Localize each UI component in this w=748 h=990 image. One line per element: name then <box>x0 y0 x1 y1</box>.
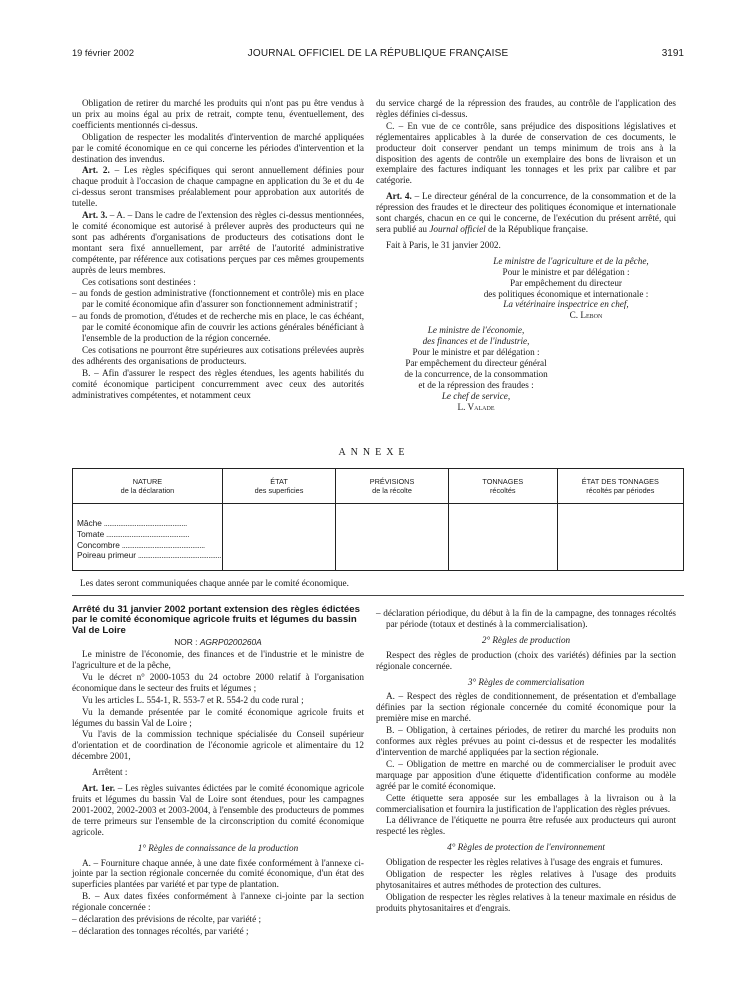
paragraph: Obligation de respecter les règles relatives à la teneur maximale en résidus de produits phytosanitaires et d'engrais. <box>376 891 676 913</box>
annexe-note: Les dates seront communiquées chaque année par le comité économique. <box>80 578 349 588</box>
paragraph: B. – Obligation, à certaines périodes, de retirer du marché les produits non conformes aux règles prévues au point ci-dessus et de respecter les modalités d'intervention de marché appliquées par la section régionale. <box>376 725 676 757</box>
paragraph: Vu les articles L. 554-1, R. 553-7 et R. 554-2 du code rural ; <box>82 694 304 705</box>
signatory-name: C. Lebon <box>569 310 603 321</box>
bottom-left-column <box>72 605 364 938</box>
article-label: Art. 3. <box>82 210 108 221</box>
table-header-row <box>73 469 684 504</box>
paragraph: C. – Obligation de mettre en marché ou de commercialiser le produit avec marquage par apposition d'une étiquette d'identification conforme au modèle agréé par le comité économique. <box>376 758 676 791</box>
signature-block-economie: Le ministre de l'économie, des finances et de l'industrie, Pour le ministre et par délégation : Par empêchement du directeur général de la concurrence, de la consommation et de la répression des fraudes : Le chef de service, L. Valade <box>404 325 548 412</box>
paragraph: Ces cotisations sont destinées : <box>82 276 196 287</box>
article-1: Art. 1er. – Les règles suivantes édictées par le comité économique agricole fruits et légumes du bassin Val de Loire sont étendues, pour les campagnes 2001-2002, 2002-2003 et 2003-2004, à l'ensemble des producteurs de pommes de terre primeurs sur l'ensemble de la circonscription du comité économique agricole. <box>72 783 364 837</box>
paragraph: Ces cotisations ne pourront être supérieures aux cotisations prélevées auprès des adhérents des organisations de producteurs. <box>72 344 364 366</box>
section-heading: 1° Règles de connaissance de la production <box>137 842 299 853</box>
product-list-cell <box>73 504 223 571</box>
list-item: – au fonds de promotion, d'études et de recherche mis en place, le cas échéant, par le comité économique afin de couvrir les actions générales bénéficiant à l'ensemble de la production de la région concernée. <box>72 311 364 344</box>
header-page-number: 3191 <box>661 48 684 59</box>
list-item: – déclaration périodique, du début à la fin de la campagne, des tonnages récoltés par période (totaux et destinés à la commercialisation). <box>376 608 676 629</box>
section-heading: 3° Règles de commercialisation <box>467 676 585 687</box>
paragraph: Obligation de respecter les règles relatives à l'usage des produits phytosanitaires et autres méthodes de protection des cultures. <box>376 869 676 890</box>
bottom-right-column <box>376 608 676 915</box>
section-divider <box>72 595 684 596</box>
paragraph: Respect des règles de production (choix des variétés) définies par la section régionale concernée. <box>376 649 676 671</box>
article-3: Art. 3. – A. – Dans le cadre de l'extension des règles ci-dessus mentionnées, le comité économique est autorisé à prélever auprès des producteurs qui ne sont pas adhérents d'organisations de producteurs des cotisations dont le montant sera fixé annuellement, par arrêté de l'autorité administrative compétente, par référence aux cotisations perçues par ces mêmes groupements auprès de leurs membres. <box>72 210 364 275</box>
header-journal-title: JOURNAL OFFICIEL DE LA RÉPUBLIQUE FRANÇAISE <box>247 48 509 59</box>
paragraph: A. – Respect des règles de conditionnement, de présentation et d'emballage définies par la section régionale concernée du comité économique pour la première mise en marché. <box>376 691 676 724</box>
paragraph: Obligation de retirer du marché les produits qui n'ont pas pu être vendus à un prix au moins égal au prix de retrait, compte tenu, éventuellement, des coefficients mentionnés ci-dessus. <box>72 98 364 130</box>
section-heading: 4° Règles de protection de l'environnement <box>447 842 605 853</box>
paragraph: Cette étiquette sera apposée sur les emballages à la livraison ou à la commercialisation et fournira la justification de l'application des règles prévues. <box>376 792 676 814</box>
page-header <box>72 44 684 60</box>
section-heading: 2° Règles de production <box>481 634 571 645</box>
nor-reference: NOR : AGRP0200260A <box>174 637 262 648</box>
table-cell <box>448 504 557 571</box>
table-cell <box>557 504 683 571</box>
paragraph: Vu la demande présentée par le comité économique agricole fruits et légumes du bassin Val de Loire ; <box>72 706 364 728</box>
article-2: Art. 2. – Les règles spécifiques qui seront annuellement définies pour chaque produit à l'occasion de chaque campagne en application du 3e et du 4e ci-dessus seront transmises préalablement pour approbation aux autorités de tutelle. <box>72 165 364 209</box>
arrete-title: Arrêté du 31 janvier 2002 portant extension des règles édictées par le comité économique agricole fruits et légumes du bassin Val de Loire <box>72 604 360 636</box>
column-header: ÉTAT des superficies <box>222 469 335 504</box>
table-row <box>73 504 684 571</box>
product-item: Tomate ..... <box>77 529 221 540</box>
column-header: ÉTAT DES TONNAGES récoltés par périodes <box>557 469 683 504</box>
product-item: Concombre ..... <box>77 540 221 551</box>
article-label: Art. 1er. <box>82 783 116 794</box>
paragraph: La délivrance de l'étiquette ne pourra être refusée aux producteurs qui auront respecté les règles. <box>376 815 676 837</box>
header-date: 19 février 2002 <box>72 48 135 58</box>
paragraph: Vu le décret n° 2000-1053 du 24 octobre 2000 relatif à l'organisation économique dans le secteur des fruits et légumes ; <box>72 671 364 693</box>
product-item: Poireau primeur ..... <box>77 550 221 561</box>
annexe-table <box>72 468 684 571</box>
arretent: Arrêtent : <box>92 767 128 778</box>
article-label: Art. 4. <box>386 191 412 202</box>
paragraph: Obligation de respecter les règles relatives à l'usage des engrais et fumures. <box>386 857 663 868</box>
column-header: TONNAGES récoltés <box>448 469 557 504</box>
column-header: PRÉVISIONS de la récolte <box>336 469 449 504</box>
paragraph: Le ministre de l'économie, des finances et de l'industrie et le ministre de l'agriculture et de la pêche, <box>72 649 364 671</box>
product-item: Mâche ..... <box>77 518 221 529</box>
article-4: Art. 4. – Le directeur général de la concurrence, de la consommation et de la répression des fraudes et le directeur des politiques économique et internationale sont chargés, chacun en ce qui le concerne, de l'exécution du présent arrêté, qui sera publié au Journal officiel de la République française. <box>376 191 676 234</box>
paragraph: B. – Afin d'assurer le respect des règles étendues, les agents habilités du comité économique participent concurremment avec ceux des autorités administratives compétentes, et notamment ceux <box>72 367 364 400</box>
list-item: – au fonds de gestion administrative (fonctionnement et contrôle) mis en place par le comité économique afin d'assurer son fonctionnement administratif ; <box>72 288 364 310</box>
article-label: Art. 2. <box>82 165 110 176</box>
paragraph: Obligation de respecter les modalités d'intervention de marché appliquées par le comité économique en ce qui concerne les périodes d'intervention et la destination des invendus. <box>72 131 364 164</box>
signatory-name: L. Valade <box>457 401 495 412</box>
signature-block-agriculture: Le ministre de l'agriculture et de la pêche, Pour le ministre et par délégation : Par empêchement du directeur des politiques économique et internationale : La vétérinaire inspectrice en chef, C. Lebon <box>483 255 649 321</box>
table-cell <box>336 504 449 571</box>
paragraph: A. – Fourniture chaque année, à une date fixée conformément à l'annexe ci-jointe par la section régionale concernée du comité économique, d'un état des superficies plantées par variété et par type de plantation. <box>72 857 364 890</box>
paragraph: du service chargé de la répression des fraudes, au contrôle de l'application des règles définies ci-dessus. <box>376 98 676 119</box>
paragraph: B. – Aux dates fixées conformément à l'annexe ci-jointe par la section régionale concernée : <box>72 891 364 913</box>
top-right-column <box>376 98 676 412</box>
list-item: – déclaration des prévisions de récolte, par variété ; <box>72 914 262 925</box>
column-header: NATURE de la déclaration <box>73 469 223 504</box>
table-cell <box>222 504 335 571</box>
paragraph: C. – En vue de ce contrôle, sans préjudice des dispositions législatives et réglementaires applicables à la durée de conservation de ces documents, le producteur doit conserver pendant un temps minimum de trois ans à la disposition des agents de contrôle un exemplaire des bons de livraison et un exemplaire des factures indiquant les tonnages et les prix par calibre et par catégorie. <box>376 120 676 186</box>
signature-place-date: Fait à Paris, le 31 janvier 2002. <box>386 239 501 250</box>
top-left-column <box>72 98 364 401</box>
paragraph: Vu l'avis de la commission technique spécialisée du Conseil supérieur d'orientation et de coordination de l'économie agricole et alimentaire du 12 décembre 2001, <box>72 729 364 762</box>
list-item: – déclaration des tonnages récoltés, par variété ; <box>72 925 249 936</box>
annexe-title: ANNEXE <box>338 447 410 458</box>
